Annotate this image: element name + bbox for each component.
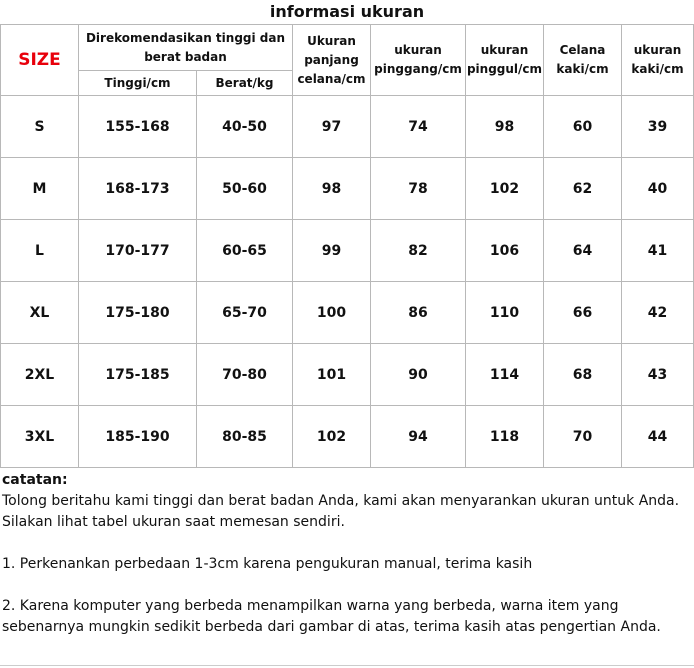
weight-cell: 65-70 [197, 282, 293, 344]
waist-header: ukuran pinggang/cm [371, 25, 466, 96]
foot-header: ukuran kaki/cm [622, 25, 694, 96]
size-cell: XL [1, 282, 79, 344]
table-row [1, 406, 694, 468]
waist-cell: 94 [371, 406, 466, 468]
foot-cell: 39 [622, 96, 694, 158]
pants-length-cell: 98 [293, 158, 371, 220]
height-cell: 170-177 [79, 220, 197, 282]
weight-cell: 40-50 [197, 96, 293, 158]
size-cell: M [1, 158, 79, 220]
size-cell: 3XL [1, 406, 79, 468]
hip-header: ukuran pinggul/cm [466, 25, 544, 96]
hip-cell: 102 [466, 158, 544, 220]
waist-cell: 86 [371, 282, 466, 344]
note-item: 1. Perkenankan perbedaan 1-3cm karena pengukuran manual, terima kasih [2, 556, 533, 572]
pants-length-cell: 97 [293, 96, 371, 158]
size-cell: L [1, 220, 79, 282]
foot-cell: 44 [622, 406, 694, 468]
hip-cell: 98 [466, 96, 544, 158]
leg-opening-cell: 70 [544, 406, 622, 468]
foot-cell: 43 [622, 344, 694, 406]
waist-cell: 90 [371, 344, 466, 406]
waist-cell: 82 [371, 220, 466, 282]
height-cell: 155-168 [79, 96, 197, 158]
foot-cell: 42 [622, 282, 694, 344]
leg-opening-cell: 60 [544, 96, 622, 158]
size-header: SIZE [1, 25, 79, 96]
table-row [1, 220, 694, 282]
note-line: Tolong beritahu kami tinggi dan berat badan Anda, kami akan menyarankan ukuran untuk Anda. [2, 493, 680, 509]
weight-header: Berat/kg [197, 71, 293, 96]
height-cell: 185-190 [79, 406, 197, 468]
spacer [2, 533, 692, 554]
weight-cell: 50-60 [197, 158, 293, 220]
pants-length-header: Ukuran panjang celana/cm [293, 25, 371, 96]
weight-cell: 60-65 [197, 220, 293, 282]
leg-opening-cell: 64 [544, 220, 622, 282]
size-table [0, 24, 694, 468]
leg-opening-cell: 62 [544, 158, 622, 220]
foot-cell: 40 [622, 158, 694, 220]
notes-title: catatan: [2, 472, 68, 488]
size-cell: S [1, 96, 79, 158]
leg-opening-cell: 68 [544, 344, 622, 406]
table-row [1, 96, 694, 158]
divider [0, 665, 694, 666]
table-row [1, 282, 694, 344]
waist-cell: 78 [371, 158, 466, 220]
page-title: informasi ukuran [269, 2, 425, 21]
notes-section [2, 470, 692, 638]
waist-cell: 74 [371, 96, 466, 158]
height-header: Tinggi/cm [79, 71, 197, 96]
size-cell: 2XL [1, 344, 79, 406]
foot-cell: 41 [622, 220, 694, 282]
table-header-row [1, 25, 694, 71]
hip-cell: 106 [466, 220, 544, 282]
height-cell: 175-180 [79, 282, 197, 344]
weight-cell: 80-85 [197, 406, 293, 468]
pants-length-cell: 100 [293, 282, 371, 344]
table-row [1, 158, 694, 220]
table-row [1, 344, 694, 406]
hip-cell: 114 [466, 344, 544, 406]
hip-cell: 110 [466, 282, 544, 344]
hip-cell: 118 [466, 406, 544, 468]
pants-length-cell: 101 [293, 344, 371, 406]
pants-length-cell: 102 [293, 406, 371, 468]
height-cell: 175-185 [79, 344, 197, 406]
note-line: Silakan lihat tabel ukuran saat memesan sendiri. [2, 514, 345, 530]
leg-opening-cell: 66 [544, 282, 622, 344]
note-item: 2. Karena komputer yang berbeda menampilkan warna yang berbeda, warna item yang sebenarnya mungkin sedikit berbeda dari gambar di atas, terima kasih atas pengertian Anda. [2, 598, 661, 635]
recommended-header: Direkomendasikan tinggi dan berat badan [79, 25, 293, 71]
height-cell: 168-173 [79, 158, 197, 220]
weight-cell: 70-80 [197, 344, 293, 406]
leg-opening-header: Celana kaki/cm [544, 25, 622, 96]
spacer [2, 575, 692, 596]
pants-length-cell: 99 [293, 220, 371, 282]
